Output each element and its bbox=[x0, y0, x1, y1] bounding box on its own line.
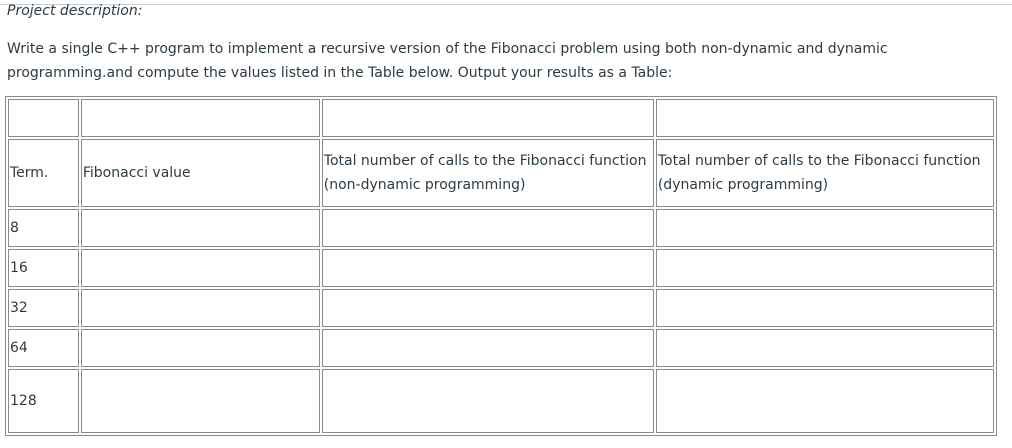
term-cell: 16 bbox=[8, 249, 79, 287]
table-cell-empty bbox=[322, 99, 654, 137]
term-cell: 128 bbox=[8, 369, 79, 433]
calls-dynamic-cell bbox=[656, 329, 994, 367]
header-fibonacci-value: Fibonacci value bbox=[81, 139, 320, 207]
section-title: Project description: bbox=[7, 3, 143, 19]
project-description: Write a single C++ program to implement a recursive version of the Fibonacci problem using both non-dynamic and dynamic programming.and compute the values listed in the Table below. Output your results as a Table: bbox=[7, 41, 888, 81]
calls-non-dynamic-cell bbox=[322, 289, 654, 327]
fibonacci-value-cell bbox=[81, 249, 320, 287]
results-table-container bbox=[5, 96, 997, 436]
fibonacci-value-cell bbox=[81, 209, 320, 247]
table-cell-empty bbox=[81, 99, 320, 137]
top-divider bbox=[0, 4, 1012, 5]
table-row bbox=[8, 369, 994, 433]
results-table bbox=[5, 96, 997, 436]
table-row bbox=[8, 249, 994, 287]
table-cell-empty bbox=[8, 99, 79, 137]
calls-dynamic-cell bbox=[656, 369, 994, 433]
fibonacci-value-cell bbox=[81, 369, 320, 433]
table-row bbox=[8, 329, 994, 367]
fibonacci-value-cell bbox=[81, 289, 320, 327]
header-term: Term. bbox=[8, 139, 79, 207]
calls-dynamic-cell bbox=[656, 289, 994, 327]
header-calls-non-dynamic: Total number of calls to the Fibonacci function (non-dynamic programming) bbox=[322, 139, 654, 207]
header-calls-dynamic: Total number of calls to the Fibonacci function (dynamic programming) bbox=[656, 139, 994, 207]
calls-dynamic-cell bbox=[656, 249, 994, 287]
calls-non-dynamic-cell bbox=[322, 209, 654, 247]
table-header-row bbox=[8, 139, 994, 207]
calls-non-dynamic-cell bbox=[322, 329, 654, 367]
term-cell: 8 bbox=[8, 209, 79, 247]
table-row bbox=[8, 289, 994, 327]
term-cell: 64 bbox=[8, 329, 79, 367]
term-cell: 32 bbox=[8, 289, 79, 327]
table-row bbox=[8, 209, 994, 247]
calls-dynamic-cell bbox=[656, 209, 994, 247]
table-row-empty bbox=[8, 99, 994, 137]
calls-non-dynamic-cell bbox=[322, 369, 654, 433]
calls-non-dynamic-cell bbox=[322, 249, 654, 287]
table-cell-empty bbox=[656, 99, 994, 137]
fibonacci-value-cell bbox=[81, 329, 320, 367]
